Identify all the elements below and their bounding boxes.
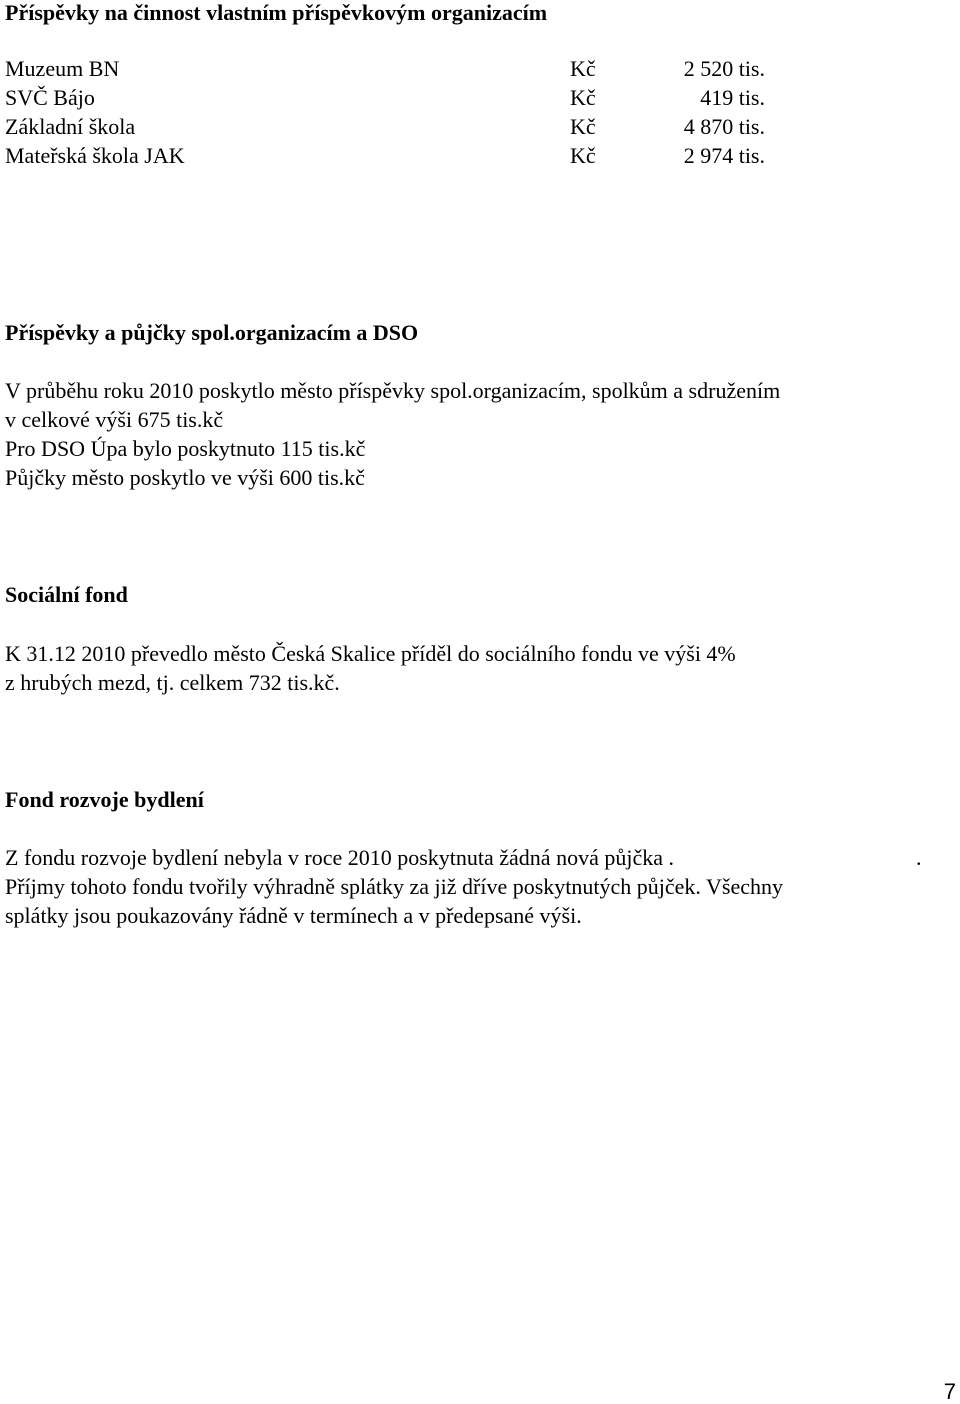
org-currency: Kč bbox=[570, 143, 596, 168]
housing-fund-line: Příjmy tohoto fondu tvořily výhradně splátky za již dříve poskytnutých půjček. Všechny bbox=[5, 874, 784, 899]
org-row-zakladni-skola bbox=[5, 114, 765, 140]
housing-fund-heading: Fond rozvoje bydlení bbox=[5, 787, 204, 812]
org-amount: 2 520 tis. bbox=[683, 56, 765, 81]
org-amount: 2 974 tis. bbox=[683, 143, 765, 168]
org-row-svc bbox=[5, 85, 765, 111]
social-fund-line: z hrubých mezd, tj. celkem 732 tis.kč. bbox=[5, 670, 340, 695]
org-name: SVČ Bájo bbox=[5, 85, 95, 110]
org-currency: Kč bbox=[570, 85, 596, 110]
org-name: Mateřská škola JAK bbox=[5, 143, 185, 168]
page-number: 7 bbox=[943, 1379, 956, 1404]
org-amount: 419 tis. bbox=[700, 85, 765, 110]
loans-line: Půjčky město poskytlo ve výši 600 tis.kč bbox=[5, 465, 365, 490]
org-name: Základní škola bbox=[5, 114, 136, 139]
org-amount: 4 870 tis. bbox=[683, 114, 765, 139]
loans-line: V průběhu roku 2010 poskytlo město příspěvky spol.organizacím, spolkům a sdružením bbox=[5, 378, 781, 403]
org-row-muzeum bbox=[5, 56, 765, 82]
loans-line: v celkové výši 675 tis.kč bbox=[5, 407, 224, 432]
org-row-materska-skola bbox=[5, 143, 765, 169]
social-fund-heading: Sociální fond bbox=[5, 582, 128, 607]
contributions-heading: Příspěvky na činnost vlastním příspěvkovým organizacím bbox=[5, 0, 548, 25]
housing-fund-line: Z fondu rozvoje bydlení nebyla v roce 2010 poskytnuta žádná nová půjčka . bbox=[5, 845, 674, 870]
housing-fund-line: splátky jsou poukazovány řádně v termínech a v předepsané výši. bbox=[5, 903, 582, 928]
loans-heading: Příspěvky a půjčky spol.organizacím a DSO bbox=[5, 320, 419, 345]
org-currency: Kč bbox=[570, 114, 596, 139]
housing-fund-trailing-mark: . bbox=[916, 845, 922, 870]
org-name: Muzeum BN bbox=[5, 56, 120, 81]
org-currency: Kč bbox=[570, 56, 596, 81]
social-fund-line: K 31.12 2010 převedlo město Česká Skalice příděl do sociálního fondu ve výši 4% bbox=[5, 641, 736, 666]
loans-line: Pro DSO Úpa bylo poskytnuto 115 tis.kč bbox=[5, 436, 366, 461]
